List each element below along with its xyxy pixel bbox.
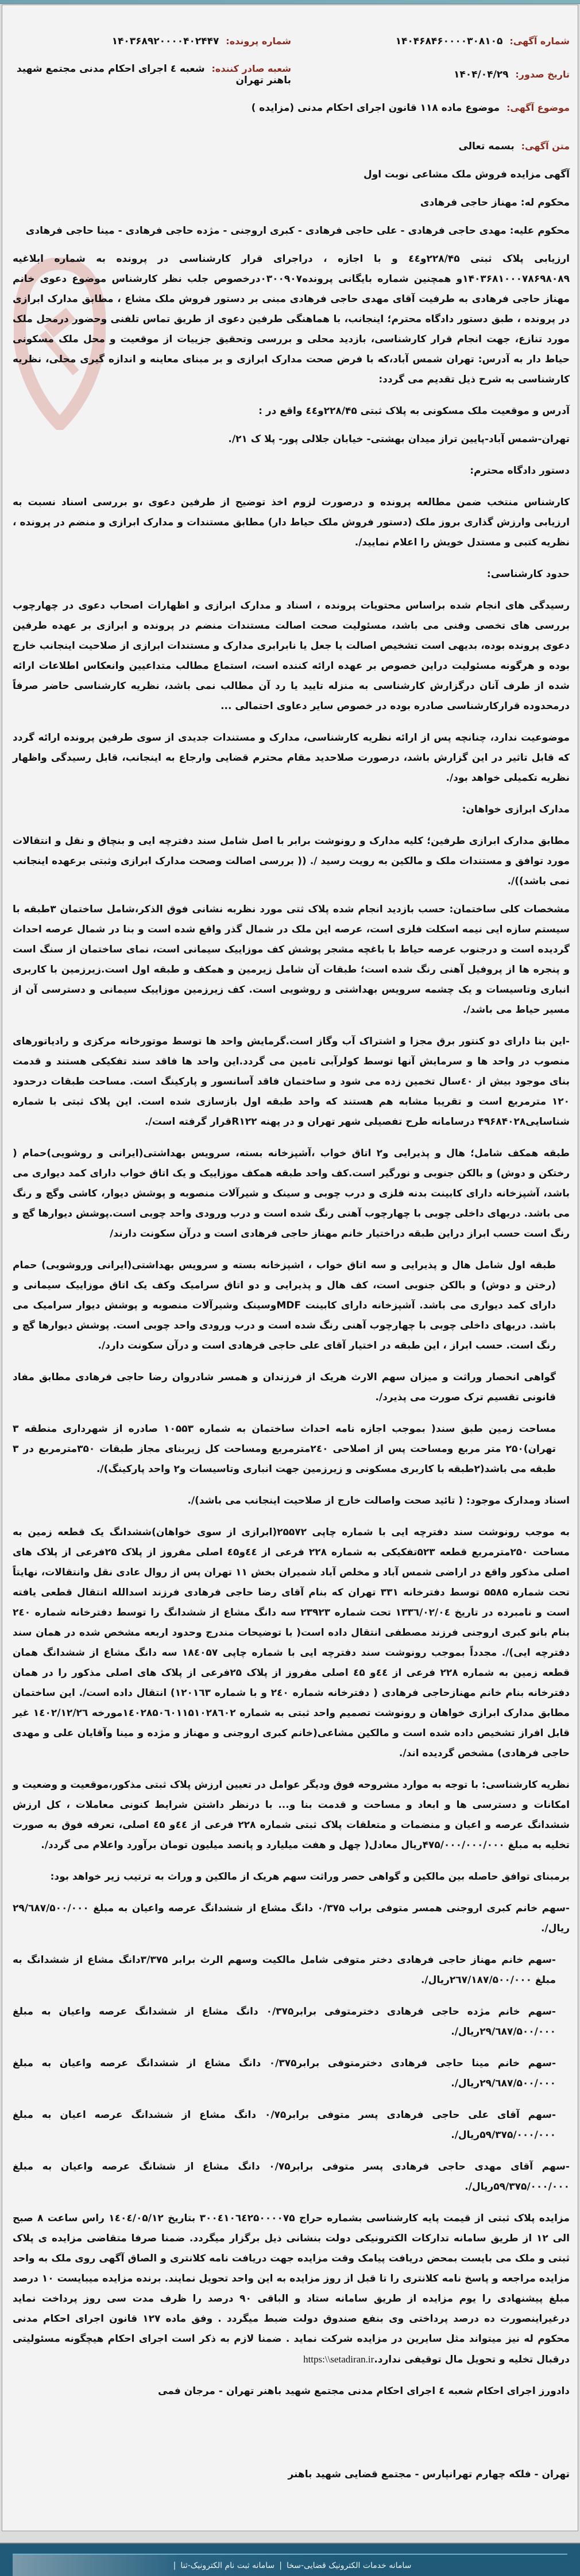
footer-links (13, 2554, 567, 2576)
court-order-heading: دستور دادگاه محترم: (470, 465, 570, 477)
issue-date: ۱۴۰۴/۰۴/۲۹ (454, 69, 509, 80)
case-number-field (13, 36, 291, 47)
footer-separator: | (279, 2560, 282, 2570)
issuing-branch: شعبه ٤ اجرای احکام مدنی مجتمع شهید باهنر تهران (16, 63, 291, 86)
issue-date-label: تاریخ صدور: (515, 69, 570, 80)
building-specs-paragraph: مشخصات کلی ساختمان: حسب بازدید انجام شده پلاک ثتی مورد نظربه نشانی فوق الذکر،شامل ساختمان ۳طبقه با سیستم سازه ایی نیمه اسکلت فلزی است، عرصه این ملک در شمال گذر واقع شده است و بنا در شمال عرصه احداث گردیده است و درجنوب عرصه حیاط با باغچه مشجر پوشش کف موزاییک سیمانی است، نمای ساختمان از سنگ است و پنجره ها از پروفیل آهنی رنگ شده است؛ طبقات آن شامل زیرمین و همکف و طبقه اول است.زیرزمین با کاربری انباری وتاسیسات و یک چشمه سرویس بهداشتی و روشویی است. کف زیرزمین موزاییک سیمانی و دسترسی آن از مسیر حیاط می باشد/. (13, 904, 570, 1016)
plaintiff: محکوم له: مهناز حاجی فرهادی (420, 197, 570, 208)
defendants: محکوم علیه: مهدی حاجی فرهادی - علی حاجی فرهادی - کبری اروجنی - مژده حاجی فرهادی - مینا حاجی فرهادی (25, 225, 570, 237)
footer-bar (0, 2543, 580, 2576)
text-opening-line (13, 136, 570, 157)
case-number: ۱۴۰۳۶۸۹۲۰۰۰۰۴۰۲۴۴۷ (111, 36, 219, 47)
deed-history-paragraph: به موجب رونوشت سند دفترچه ایی با شماره چاپی ۲۵۵۷۲(ابرازی از سوی خواهان)ششدانگ یک قطعه زمین به مساحت ۲۵۰مترمربع قطعه ۵۲۳تفکیکی به شماره ۲۲۸ فرعی از ٤٤و٤۵ اصلی مفروز از پلاک ۲۵فرعی از پلاک های اصلی مذکور واقع در اراضی شمس آباد و مخلص آباد شمیران بخش ۱۱ تهران پس از روال عادی نقل وانتقالات، نهایتاً تحت شماره ۵۵۸۵ توسط دفترخانه ۳۳۱ تهران که بنام آقای رضا حاجی فرهادی فرزند اسدالله انتقال قطعی یافته است و نامبرده در تاریخ ۱۳۳٦/۰۲/۰٤ تحت شماره ۲۳۹۲۳ سه دانگ مشاع از ششدانگ را توسط دفترخانه شماره ۲٤۰ بنام بانو کبری اروجنی فرزند مصطفی انتقال داده است( با توضیحات مندرج وحدود اربعه مشخص شده در همان سند دفترچه ایی)/. مجدداً بموجب رونوشت سند دفترچه ایی با شماره چاپی ۱۸٤۰۵۷ سه دانگ مشاع از ششدانگ همان قطعه زمین به شماره ۲۲۸ فرعی از ٤٤و ٤۵ اصلی مفروز از پلاک ۲۵فرعی از پلاک های اصلی مذکور را در همان دفترخانه بنام خانم مهنازحاجی فرهادی ( دفترخانه شماره ۲٤۰ و با شماره ۱۲۰۱٦۳) انتقال داده است/. این ساختمان مطابق مدارک ابرازی خواهان و رونوشت تصمیم واحد ثبتی به شماره ۱٤۰۲۸۵۰٦۰۱۱۵۱۰۲۸٦۰۲مورخه ۱٤۰۲/۱۲/۲٦ غیر قابل افراز تشخیص داده شده است و مالکین مشاعی(خانم کبری اروجنی و مهناز و مژده و مینا وآقایان علی و مهدی حاجی فرهادی) مشخص گردیده اند/. (13, 1527, 570, 1759)
first-floor-paragraph: طبقه اول شامل هال و پذیرایی و سه اتاق خواب ، اشپزخانه بسته و سرویس بهداشتی(ایرانی وروشویی) حمام (رختن و دوش) و بالکن جنوبی است، کف هال و پذیرایی و دو اتاق سرامیک وکف یک اتاق موزاییک سیمانی و دارای کمد دیواری می باشد. آشپزخانه دارای کابینت MDFوسینک وشیرآلات منصوبه و پوشش دیوار سرامیک می باشد. دربهای داخلی چوبی با چهارچوب آهنی رنگ شده است و درب ورودی واحد چوبی است. پوشش دیوارها گچ و رنگ است. حسب ابراز ، این طبقه در اختیار آقای علی حاجی فرهادی است و درآن سکونت دارد/. (13, 1260, 556, 1351)
header-row-2 (13, 58, 570, 91)
intro-paragraph: ارزیابی پلاک ثبتی ۲۲۸/۴۵و٤٤ و با اجازه ، دراجرای قرار کارشناسی در پرونده به شماره ابلاغیه ۱۴۰۳۶۸۱۰۰۰۷۸۶۹۸۰۸۹و همچنین شماره بایگانی پرونده۰۳۰۰۹۰۷درخصوص جلب نظر کارشناس موضوع دعوی خانم مهناز حاجی فرهادی به طرفیت آقای مهدی حاجی فرهادی مبنی بر دستور فروش ملک مشاع ، مطابق مدارک ابرازی در پرونده ، طبق دستور دادگاه محترم؛ اینجانب، با هماهنگی طرفین دعوی از طریق تماس تلفنی وحضور درمحل ملک مورد تنازع، جهت انجام قرار کارشناسی، بازدید محلی و بررسی وتحقیق جزییات از موقعیت و محل ملک مسکونی حیاط دار به آدرس: تهران شمس آباد،که با فرض صحت مدارک ابرازی و بر مبنای معاینه و اندازه گیری محلی، نظریه کارشناسی به شرح ذیل تقدیم می گردد: (13, 253, 570, 385)
share-item: -سهم آقای مهدی حاجی فرهادی پسر متوفی برابر۰/۷۵ دانگ مشاع از ششانگ عرصه واعیان به مبلغ ۵۹/۳۷۵/۰۰۰/۰۰۰ریال/. (13, 2161, 570, 2192)
issue-date-field (291, 69, 570, 80)
address-heading: آدرس و موقعیت ملک مسکونی به پلاک ثبتی ۲۲۸/۴۵و٤٤ واقع در : (258, 405, 570, 417)
ground-floor-paragraph: طبقه همکف شامل؛ هال و پذیرایی و۲ اتاق خواب ،آشپزخانه بسته، سرویس بهداشتی(ایرانی و روشویی)حمام ( رختکن و دوش) و بالکن جنوبی و نورگیر است.کف واحد طبقه همکف موزاییک و یک اتاق خواب دارای کمد دیواری می باشد، آشپزخانه دارای کابینت بدنه فلزی و درب چوبی و سینک و شیرآلات منصوبه و پوشش دیوار، کاشی وگچ و رنگ می باشد. دربهای داخلی چوبی با چهارچوب آهنی رنگ شده است و درب ورودی واحد چوبی است.پوشش دیوارها گچ و رنگ است حسب ابراز دراین طبقه دراختیار خانم مهناز حاجی فرهادی است و درآن سکونت دارند/ (13, 1148, 570, 1239)
auction-url[interactable]: https:\\setadiran.ir (303, 2354, 374, 2365)
text-label: متن آگهی: (521, 141, 570, 152)
docs-heading: مدارک ابرازی خواهان: (462, 804, 570, 815)
notice-number-label: شماره آگهی: (509, 36, 570, 47)
auction-paragraph (13, 2209, 570, 2370)
notice-title: آگهی مزایده فروش ملک مشاعی نوبت اول (363, 169, 570, 180)
footer-link-sakha[interactable]: سامانه خدمات الکترونیک قضایی-سخا (286, 2560, 412, 2570)
share-item: -سهم خانم کبری اروجنی همسر متوفی براب ۰/۳۷۵ دانگ مشاع از ششدانگ عرصه واعیان به مبلغ ۲۹/٦۸۷/۵۰۰/۰۰۰ ریال/. (13, 1903, 570, 1934)
case-number-label: شماره پرونده: (226, 36, 291, 47)
scope-continued-paragraph: موضوعیت ندارد، چنانچه پس از ارائه نظریه کارشناسی، مدارک و مستندات جدیدی از سوی طرفین پرونده ارائه گردد که قابل تاثیر در این گزارش باشد، درصورت صلاحدید مقام محترم قضایی وارجاع به اینجانب، قابل رسیدگی واظهار نظریه تکمیلی خواهد بود/. (13, 732, 570, 784)
text-opening: بسمه تعالی (458, 141, 515, 152)
shares-heading: برمبنای توافق حاصله بین مالکین و گواهی حصر وراثت سهم هریک از مالکین و وراث به ترتیب زیر خواهد بود: (50, 1871, 570, 1882)
notice-number-field (291, 36, 570, 47)
docs-paragraph: مطابق مدارک ابرازی طرفین؛ کلیه مدارک و رونوشت برابر با اصل شامل سند دفترچه ایی و بنچاق و نقل و انتقالات مورد توافق و مستندات ملک و مالکین به رویت رسید /. (( بررسی اصالت وصحت مدارک ابرازی وثبتی برعهده اینجانب نمی باشد))/. (13, 835, 570, 887)
existing-docs-paragraph: اسناد ومدارک موجود: ( تائید صحت واصالت خارج از صلاحیت اینجانب می باشد)/. (187, 1495, 570, 1506)
utilities-paragraph: -این بنا دارای دو کنتور برق مجزا و اشتراک آب وگاز است.گرمایش واحد ها توسط موتورخانه مرکزی و رادیاتورهای منصوب در واحد ها و سرمایش آنها توسط کولرآبی تامین می گردد.این واحد ها فاقد سند تفکیکی هستند و قدمت بنای موجود بیش از ٤۰سال تخمین زده می شود و ساختمان فاقد آسانسور و پارکینگ است. مساحت طبقات درحدود ۱۲۰ مترمربع است و تقریبا مشابه هم هستند که واحد طبقه اول بازسازی شده است. این پلاک ثبتی با شماره شناسایی۴۹۶۸۴۰۲۸ درسامانه طرح تفصیلی شهر تهران و در پهنه R۱۲۲قرار گرفته است/. (13, 1036, 570, 1128)
expert-opinion-paragraph: نظریه کارشناسی: با توجه به موارد مشروحه فوق ودیگر عوامل در تعیین ارزش پلاک ثبتی مذکور،موقعیت و وضعیت و امکانات و دسترسی ها و ابعاد و مساحت و قدمت بنا و... با درنظر داشتن شرایط کنونی معاملات ، کل ارزش ششدانگ عرصه و اعیان و منضمات و متعلقات پلاک ثبتی شماره ۲۲۸ فرعی از ٤٤و ٤۵ اصلی، تعرفه فوق به صورت تخلیه به مبلغ ۴۷۵/۰۰۰/۰۰۰/۰۰۰ریال معادل( چهل و هفت میلیارد و پانصد میلیون تومان برآورد واعلام می گردد/. (13, 1779, 570, 1851)
share-item: -سهم خانم مهناز حاجی فرهادی دختر متوفی شامل مالکیت وسهم الرث برابر ۳/۳۷۵دانگ مشاع از ششدانگ به مبلغ ۲٦۷/۱۸۷/۵۰۰/۰۰۰ریال/. (13, 1954, 556, 1986)
notice-header (13, 25, 570, 125)
subject-field (252, 102, 570, 114)
notice-body (13, 136, 570, 2485)
share-item: -سهم آقای علی حاجی فرهادی پسر متوفی برابر۰/۷۵ دانگ مشاع از ششدانگ عرصه اعیان به مبلغ ۵۹/۳۷۵/۰۰۰/۰۰۰ریال/. (13, 2109, 556, 2141)
court-order-paragraph: کارشناس منتخب ضمن مطالعه پرونده و درصورت لزوم اخذ توضیح از طرفین دعوی ،و بررسی اسناد نسبت به ارزیابی وارزش گذاری بروز ملک (دستور فروش ملک حیاط دار) مطابق مستندات و مدارک ابرازی و منضم در پرونده ، نظریه کتبی و مستدل خویش را اعلام نمایید/. (13, 497, 570, 548)
share-item: -سهم خانم مژده حاجی فرهادی دخترمتوفی برابر۰/۳۷۵ دانگ مشاع از ششدانگ عرصه واعیان به مبلغ ۲۹/٦۸۷/۵۰۰/۰۰۰ریال/. (13, 2006, 556, 2037)
scope-paragraph: رسیدگی های انجام شده براساس محتویات پرونده ، اسناد و مدارک ابرازی و اظهارات اصحاب دعوی در چهارچوب بررسی های تخصی وفنی می باشد، مسئولیت صحت اصالت مستندات منضم در پرونده و ابرازی بر عهده طرفین دعوی پرونده بوده، بدیهی است تشخیص اصالت یا جعل یا نابرابری مدارک و مستندات ابرازی از صلاحیت اینجانب خارج بوده و هرگونه مسئولیت دراین خصوص بر عهده ارائه کننده است، استماع مطالب متداعیین وانعکاس اطلاعات ارائه شده از طرف آنان درگزارش کارشناسی به منزله تایید یا رد آن مطالب نمی باشد، نظریه کارشناسی حاضر صرفاً درمحدوده قرارکارشناسی صادره بوده در خصوص سایر دعاوی احتمالی ... (13, 600, 570, 712)
footer-separator: | (173, 2560, 176, 2570)
header-row-1 (13, 25, 570, 58)
inheritance-paragraph: گواهی انحصار وراثت و میزان سهم الارث هریک از فرزندان و همسر شادروان رضا حاجی فرهادی مطابق مفاد قانونی تقسیم ترک صورت می پذیرد/. (13, 1372, 556, 1403)
issuing-branch-field (13, 63, 291, 86)
scope-heading: حدود کارشناسی: (486, 568, 570, 580)
land-area-paragraph: مساحت زمین طبق سند( بموجب اجازه نامه احداث ساختمان به شماره ۱۰۵۵۳ صادره از شهرداری منطقه ۳ تهران)۲۵۰ متر مربع ومساحت پس از اصلاحی ۲٤۰مترمربع ومساحت کل زیربنای مجاز طبقات ۳۵۰مترمربع در ۳ طبقه می باشد(۲طبقه با کاربری مسکونی و زیرزمین جهت انباری وتاسیسات و۲ واحد پارکینگ)/. (13, 1423, 556, 1475)
property-address: تهران-شمس آباد-پایین تراز میدان بهشتی- خیابان جلالی پور- پلا ک ۲۱/. (228, 433, 570, 445)
court-address: تهران - فلکه چهارم تهرانپارس - مجتمع قضایی شهید باهنر (288, 2469, 570, 2480)
notice-number: ۱۴۰۴۶۸۴۶۰۰۰۰۳۰۸۱۰۵ (395, 36, 503, 47)
subject-label: موضوع آگهی: (506, 102, 570, 113)
subject-text: موضوع ماده ۱۱۸ قانون اجرای احکام مدنی (مزایده ) (251, 102, 500, 114)
top-bar (0, 0, 580, 4)
issuing-branch-label: شعبه صادر کننده: (211, 63, 291, 74)
header-row-3 (13, 91, 570, 125)
signature: دادورز اجرای احکام شعبه ٤ اجرای احکام مدنی مجتمع شهید باهنر تهران - مرجان فمی (158, 2385, 570, 2397)
share-item: -سهم خانم مینا حاجی فرهادی دخترمتوفی برابر۰/۳۷۵ دانگ مشاع از ششدانگ عرصه واعیان به مبلغ ۲۹/٦۸۷/۵۰۰/۰۰۰ریال/. (13, 2058, 556, 2089)
panel-gap (0, 2531, 580, 2543)
auction-text: مزایده پلاک ثبتی از قیمت پایه کارشناسی بشماره حراج ۳۰۰٤۱۰٦٤۲۵۰۰۰۰۷۵ بتاریخ ۱٤۰٤/۰۵/۱۲ راس ساعت ۸ صبح الی ۱۲ از طریق سامانه تدارکات الکترونیکی دولت بنشانی ذیل برگزار میگردد. ضمنا صرفا متقاضی مزایده ی پلاک ثبتی و ملک می بایست بمحض دریافت پیامک وقت مزایده جهت دریافت نامه کلانتری و الصاق آگهی روی ملک به واحد مزایده مراجعه و پاسخ نامه کلانتری را تا قبل از روز مزایده به این واحد تحویل نمایند. برنده مزایده میبایست ۱۰ درصد مبلغ پیشنهادی را یوم مزایده از طریق سامانه ستاد و الباقی ۹۰ درصد را ظرف مدت سی روز پرداخت نماید درغیراینصورت ده درصد پرداختی وی بنفع صندوق دولت ضبط میگردد . وفق ماده ۱۲۷ قانون اجرای احکام مدنی محکوم له نیز میتواند مثل سایرین در مزایده شرکت نماید . ضمنا لازم به ذکر است اجرای احکام هیچگونه مسئولیتی درقبال تخلیه و تحویل مال توقیفی ندارد. (13, 2213, 570, 2365)
footer-link-sana[interactable]: سامانه ثبت نام الکترونیک-ثنا (180, 2560, 275, 2570)
notice-panel (2, 5, 578, 2531)
